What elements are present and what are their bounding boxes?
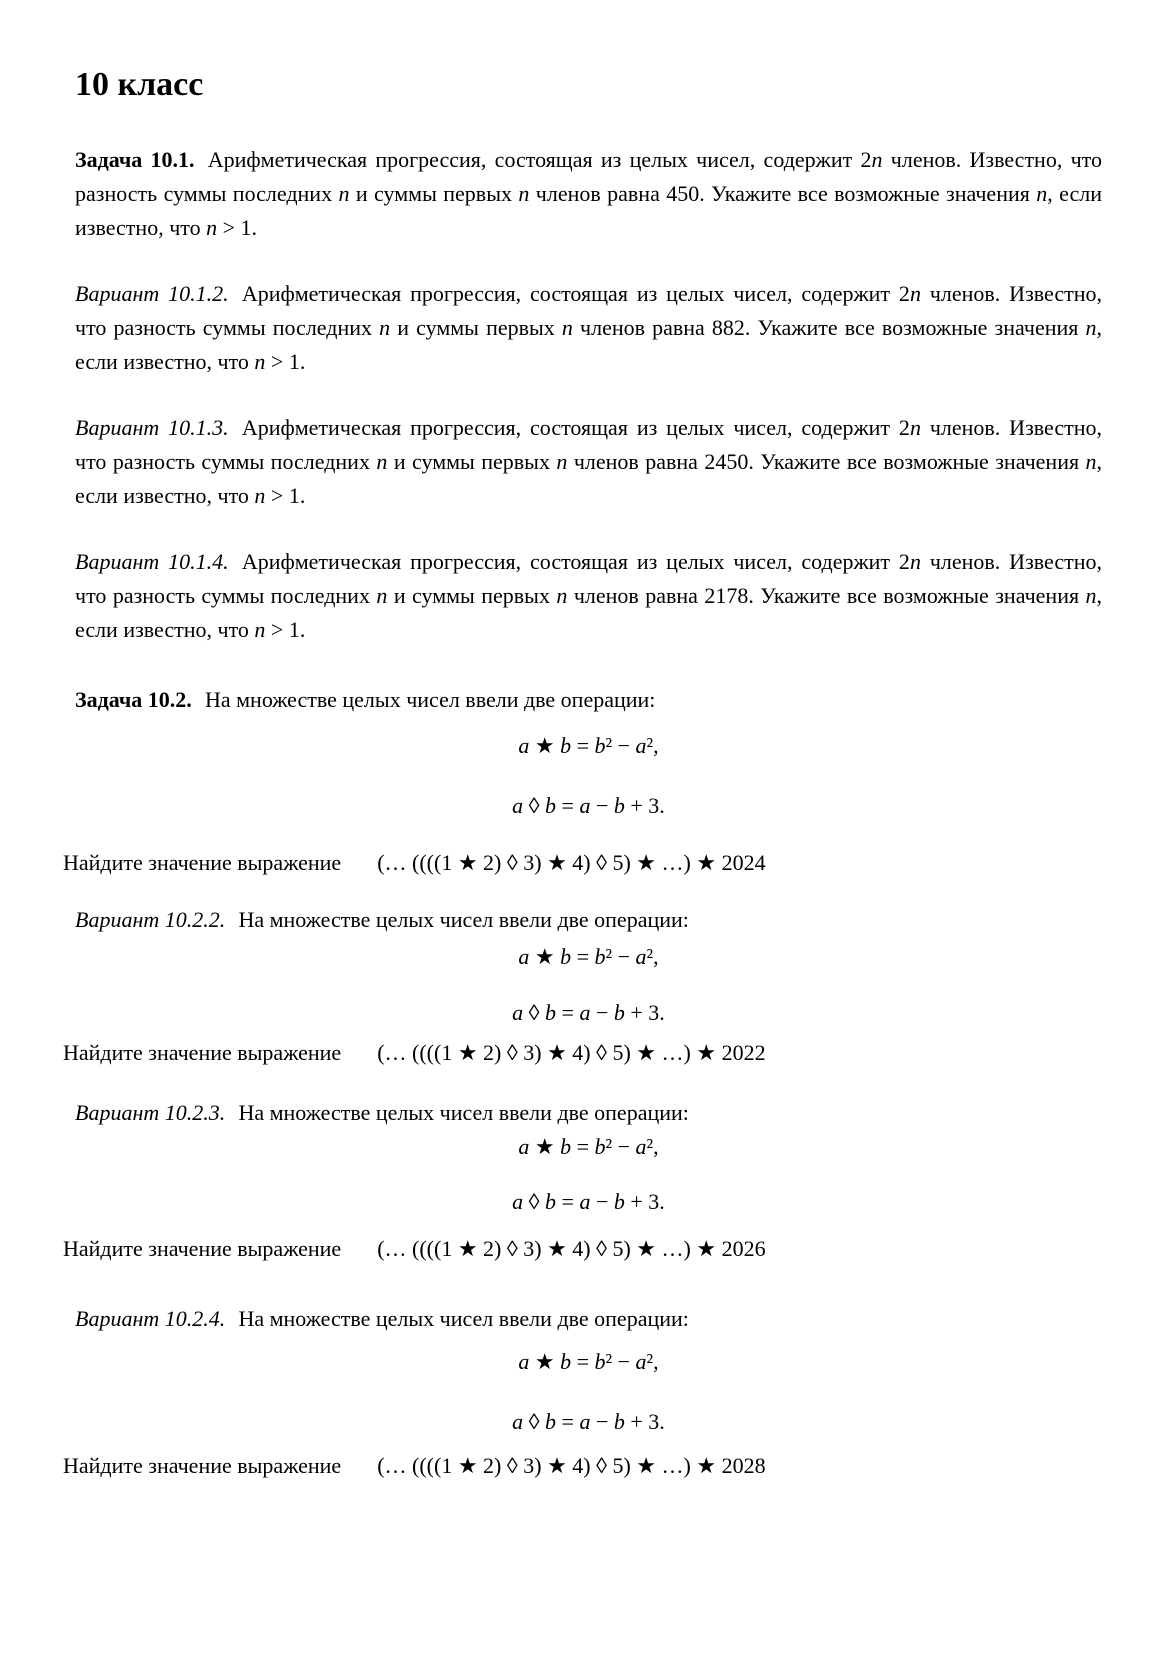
variant-10-1-2-text: Арифметическая прогрессия, состоящая из целых чисел, содержит 2n членов. Известно, что разность суммы последних n и суммы первых n членов равна 882. Укажите все возможные значения n, если известно, что n > 1. [75,281,1103,374]
problem-10-2-label: Задача 10.2. [75,687,192,712]
expression-10-2-3: (… ((((1 ★ 2) ◊ 3) ★ 4) ◊ 5) ★ …) ★ 2026 [377,1236,766,1261]
problem-10-2-intro: На множестве целых чисел ввели две операции: [204,687,656,712]
variant-10-1-3-label: Вариант 10.1.3. [75,415,229,440]
variant-10-1-4-text: Арифметическая прогрессия, состоящая из целых чисел, содержит 2n членов. Известно, что разность суммы последних n и суммы первых n членов равна 2178. Укажите все возможные значения n, если известно, что n > 1. [75,549,1103,642]
variant-10-1-4-label: Вариант 10.1.4. [75,549,229,574]
variant-10-1-2-label: Вариант 10.1.2. [75,281,229,306]
formula-diamond-10-2-2: a ◊ b = a − b + 3. [512,1000,665,1025]
variant-10-2-4-label: Вариант 10.2.4. [75,1306,226,1331]
variant-10-2-2-label: Вариант 10.2.2. [75,907,226,932]
formula-diamond-10-2: a ◊ b = a − b + 3. [512,793,665,818]
formula-diamond-10-2-3: a ◊ b = a − b + 3. [512,1189,665,1214]
variant-10-2-3-label: Вариант 10.2.3. [75,1100,226,1125]
formula-star-10-2-3: a ★ b = b² − a², [518,1134,659,1159]
problem-10-1-text: Арифметическая прогрессия, состоящая из целых чисел, содержит 2n членов. Известно, что разность суммы последних n и суммы первых n членов равна 450. Укажите все возможные значения n, если известно, что n > 1. [75,147,1102,240]
find-line-10-2-3 [63,1232,1102,1266]
page-title: 10 класс [75,66,204,103]
variant-10-2-4-intro: На множестве целых чисел ввели две операции: [238,1306,689,1331]
find-line-10-2-2 [63,1036,1102,1070]
variant-10-2-2 [75,903,1102,937]
expression-10-2: (… ((((1 ★ 2) ◊ 3) ★ 4) ◊ 5) ★ …) ★ 2024 [377,850,766,875]
formula-star-10-2-2: a ★ b = b² − a², [518,944,659,969]
expression-10-2-4: (… ((((1 ★ 2) ◊ 3) ★ 4) ◊ 5) ★ …) ★ 2028 [377,1453,766,1478]
variant-10-2-4 [75,1302,1102,1336]
find-label-10-2: Найдите значение выражение [63,850,342,875]
find-label-10-2-4: Найдите значение выражение [63,1453,342,1478]
variant-10-1-3-text: Арифметическая прогрессия, состоящая из целых чисел, содержит 2n членов. Известно, что разность суммы последних n и суммы первых n членов равна 2450. Укажите все возможные значения n, если известно, что n > 1. [75,415,1103,508]
find-line-10-2-4 [63,1449,1102,1483]
problem-10-1-label: Задача 10.1. [75,147,195,172]
find-line-10-2 [63,846,1102,880]
formula-star-10-2: a ★ b = b² − a², [518,733,659,758]
formula-star-10-2-4: a ★ b = b² − a², [518,1349,659,1374]
variant-10-1-2 [75,277,1102,379]
problem-10-1 [75,143,1102,245]
find-label-10-2-3: Найдите значение выражение [63,1236,342,1261]
variant-10-2-2-intro: На множестве целых чисел ввели две операции: [238,907,689,932]
find-label-10-2-2: Найдите значение выражение [63,1040,342,1065]
problem-10-2 [75,683,1102,717]
expression-10-2-2: (… ((((1 ★ 2) ◊ 3) ★ 4) ◊ 5) ★ …) ★ 2022 [377,1040,766,1065]
formula-diamond-10-2-4: a ◊ b = a − b + 3. [512,1409,665,1434]
variant-10-2-3 [75,1096,1102,1130]
variant-10-1-4 [75,545,1102,647]
variant-10-1-3 [75,411,1102,513]
variant-10-2-3-intro: На множестве целых чисел ввели две операции: [238,1100,689,1125]
